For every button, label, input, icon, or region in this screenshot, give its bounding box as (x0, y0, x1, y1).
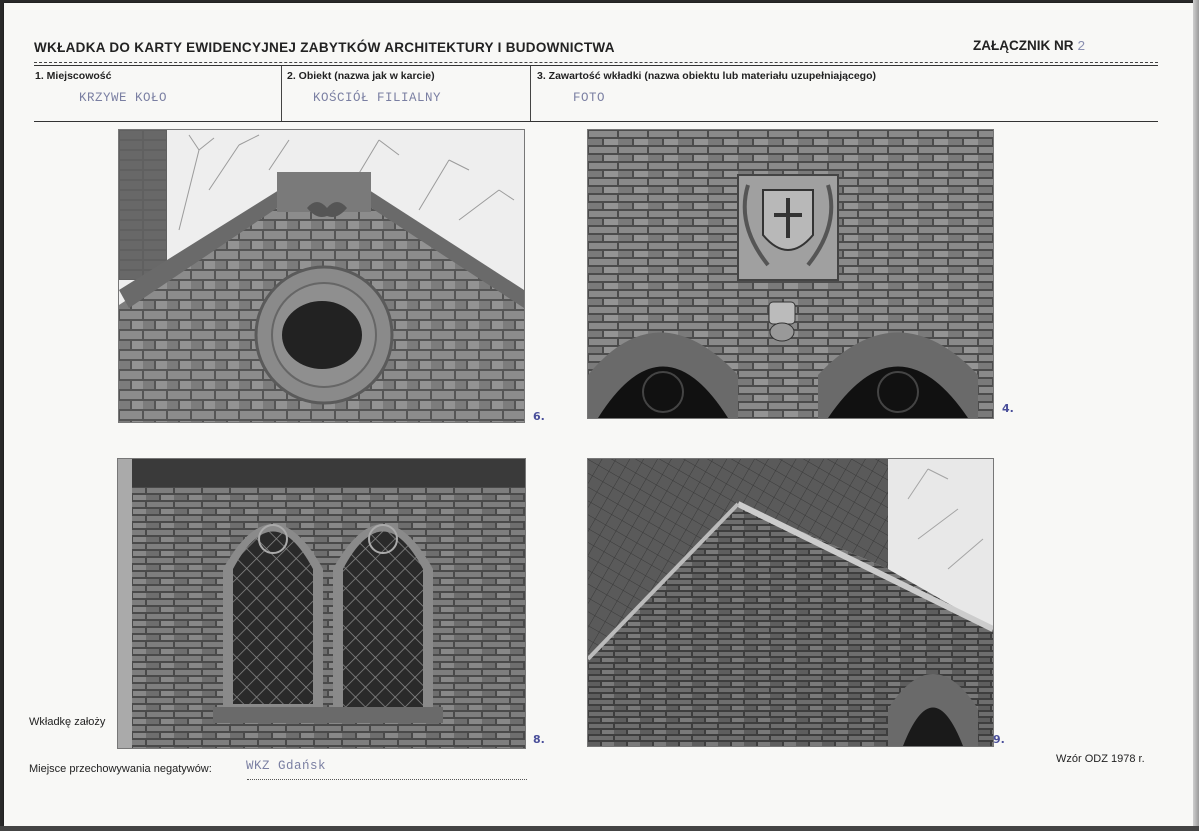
attachment-label-text: ZAŁĄCZNIK NR (973, 38, 1074, 53)
field-value-object: KOŚCIÓŁ FILIALNY (313, 91, 442, 105)
photo-coat-of-arms (587, 129, 994, 419)
document-title: WKŁADKA DO KARTY EWIDENCYJNEJ ZABYTKÓW ARCHITEKTURY I BUDOWNICTWA (34, 40, 615, 55)
photo-gable-round-window (118, 129, 525, 423)
photo-number-9: 9. (993, 733, 1005, 746)
photo-number-8: 8. (533, 733, 545, 746)
field-value-contents: FOTO (573, 91, 606, 105)
photo-number-4: 4. (1002, 402, 1014, 415)
field-label-object: 2. Obiekt (nazwa jak w karcie) (287, 70, 435, 82)
attachment-label (973, 38, 1085, 55)
negatives-location-value: WKZ Gdańsk (246, 759, 327, 773)
prepared-by-label: Wkładkę założy (29, 716, 106, 728)
field-divider-2 (530, 66, 531, 122)
field-value-locality: KRZYWE KOŁO (79, 91, 168, 105)
negatives-location-line (247, 779, 527, 780)
page-bottom-edge (0, 826, 1199, 831)
field-divider-1 (281, 66, 282, 122)
negatives-location-label: Miejsce przechowywania negatywów: (29, 763, 212, 775)
header-divider-dashed (34, 62, 1158, 63)
header-divider (34, 65, 1158, 66)
photo-coat-of-arms-image (588, 130, 993, 418)
page-stack-edge (1193, 0, 1199, 831)
photo-arched-windows-image (118, 459, 525, 748)
field-label-locality: 1. Miejscowość (35, 70, 112, 82)
form-version-label: Wzór ODZ 1978 r. (1056, 753, 1145, 765)
field-label-contents: 3. Zawartość wkładki (nazwa obiektu lub materiału uzupełniającego) (537, 70, 876, 82)
document-sheet (4, 3, 1194, 826)
photo-number-6: 6. (533, 410, 545, 423)
fields-bottom-rule (34, 121, 1158, 122)
photo-gable-image (119, 130, 524, 422)
photo-tower-corner (587, 458, 994, 747)
photo-tower-corner-image (588, 459, 993, 746)
attachment-number: 2 (1077, 40, 1086, 55)
photo-arched-windows (117, 458, 526, 749)
